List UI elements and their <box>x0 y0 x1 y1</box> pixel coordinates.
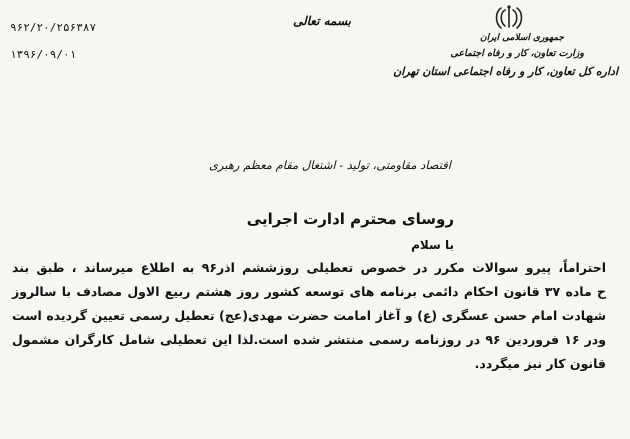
reference-block <box>10 14 120 68</box>
basmala-heading: بسمه تعالی <box>292 14 352 28</box>
reference-number: ۹۶۲/۲۰/۲۵۶۳۸۷ <box>10 21 97 34</box>
letter-date: ۱۳۹۶/۰۹/۰۱ <box>10 48 77 61</box>
iran-emblem-icon <box>492 4 526 30</box>
org-line-ministry: وزارت تعاون، کار و رفاه اجتماعی <box>450 48 584 59</box>
org-line-department: اداره کل تعاون، کار و رفاه اجتماعی استان تهران <box>393 65 618 78</box>
body-line: احتراماً، پیرو سوالات مکرر در خصوص تعطیلی روزششم اذر۹۶ به اطلاع میرساند ، طبق بند <box>12 260 606 275</box>
organization-letterhead <box>393 31 618 82</box>
year-motto: اقتصاد مقاومتی، تولید - اشتغال مقام معظم رهبری <box>209 158 451 172</box>
addressee-line: روسای محترم ادارت اجرایی <box>246 210 454 228</box>
body-line: ح ماده ۳۷ قانون احکام دائمی برنامه های توسعه کشور روز هشتم ربیع الاول مصادف با سالروز <box>12 284 606 299</box>
body-line: شهادت امام حسن عسگری (ع) و آغاز امامت حضرت مهدی(عج) تعطیل رسمی تعیین گردیده است <box>12 308 606 323</box>
salutation-line: با سلام <box>411 238 454 252</box>
org-line-country: جمهوری اسلامی ایران <box>479 33 564 43</box>
body-line: قانون کار نیز میگردد. <box>474 356 606 371</box>
letter-body <box>12 256 606 376</box>
body-line: ودر ۱۶ فروردین ۹۶ در روزنامه رسمی منتشر شده است.لذا این تعطیلی شامل کارگران مشمول <box>12 332 606 347</box>
